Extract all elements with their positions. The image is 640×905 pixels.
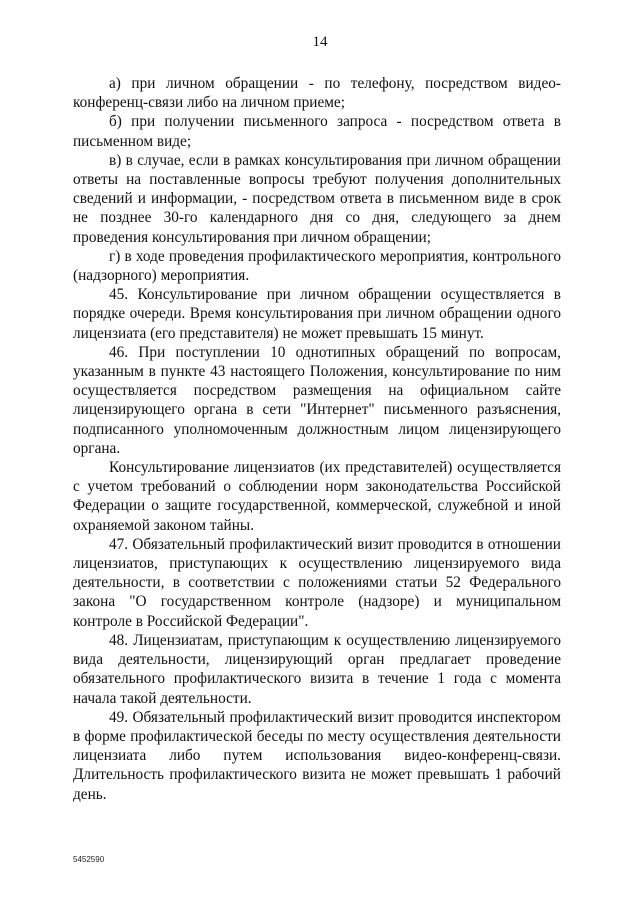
document-body xyxy=(73,74,561,804)
paragraph-49: 49. Обязательный профилактический визит проводится инспектором в форме профилактической беседы по месту осуществления деятельности лицензиата либо путем использования видео-конференц-связи. Длительность профилактического визита не может превышать 1 рабочий день. xyxy=(73,708,561,803)
paragraph-48: 48. Лицензиатам, приступающим к осуществлению лицензируемого вида деятельности, лицензирующий орган предлагает проведение обязательного профилактического визита в течение 1 года с момента начала такой деятельности. xyxy=(73,631,561,707)
paragraph-46: 46. При поступлении 10 однотипных обращений по вопросам, указанным в пункте 43 настоящего Положения, консультирование по ним осуществляется посредством размещения на официальном сайте лицензирующего органа в сети "Интернет" письменного разъяснения, подписанного уполномоченным должностным лицом лицензирующего органа. xyxy=(73,343,561,457)
page-number: 14 xyxy=(312,34,328,50)
paragraph-45: 45. Консультирование при личном обращении осуществляется в порядке очереди. Время консультирования при личном обращении одного лицензиата (его представителя) не может превышать 15 минут. xyxy=(73,286,561,342)
paragraph-47: 47. Обязательный профилактический визит проводится в отношении лицензиатов, приступающих к осуществлению лицензируемого вида деятельности, в соответствии с положениями статьи 52 Федерального закона "О государственном контроле (надзоре) и муниципальном контроле в Российской Федерации". xyxy=(73,535,561,630)
paragraph-consult-g: г) в ходе проведения профилактического мероприятия, контрольного (надзорного) мероприятия. xyxy=(73,247,561,285)
document-code: 5452590 xyxy=(73,855,105,864)
paragraph-46-continued: Консультирование лицензиатов (их представителей) осуществляется с учетом требований о соблюдении норм законодательства Российской Федерации о защите государственной, коммерческой, служебной и иной охраняемой законом тайны. xyxy=(73,459,561,534)
paragraph-consult-a: а) при личном обращении - по телефону, посредством видео-конференц-связи либо на личном приеме; xyxy=(73,75,561,112)
paragraph-consult-v: в) в случае, если в рамках консультирования при личном обращении ответы на поставленные вопросы требуют получения дополнительных сведений и информации, - посредством ответа в письменном виде в срок не позднее 30-го календарного дня со дня, следующего за днем проведения консультирования при личном обращении; xyxy=(73,151,561,246)
paragraph-consult-b: б) при получении письменного запроса - посредством ответа в письменном виде; xyxy=(73,113,561,150)
